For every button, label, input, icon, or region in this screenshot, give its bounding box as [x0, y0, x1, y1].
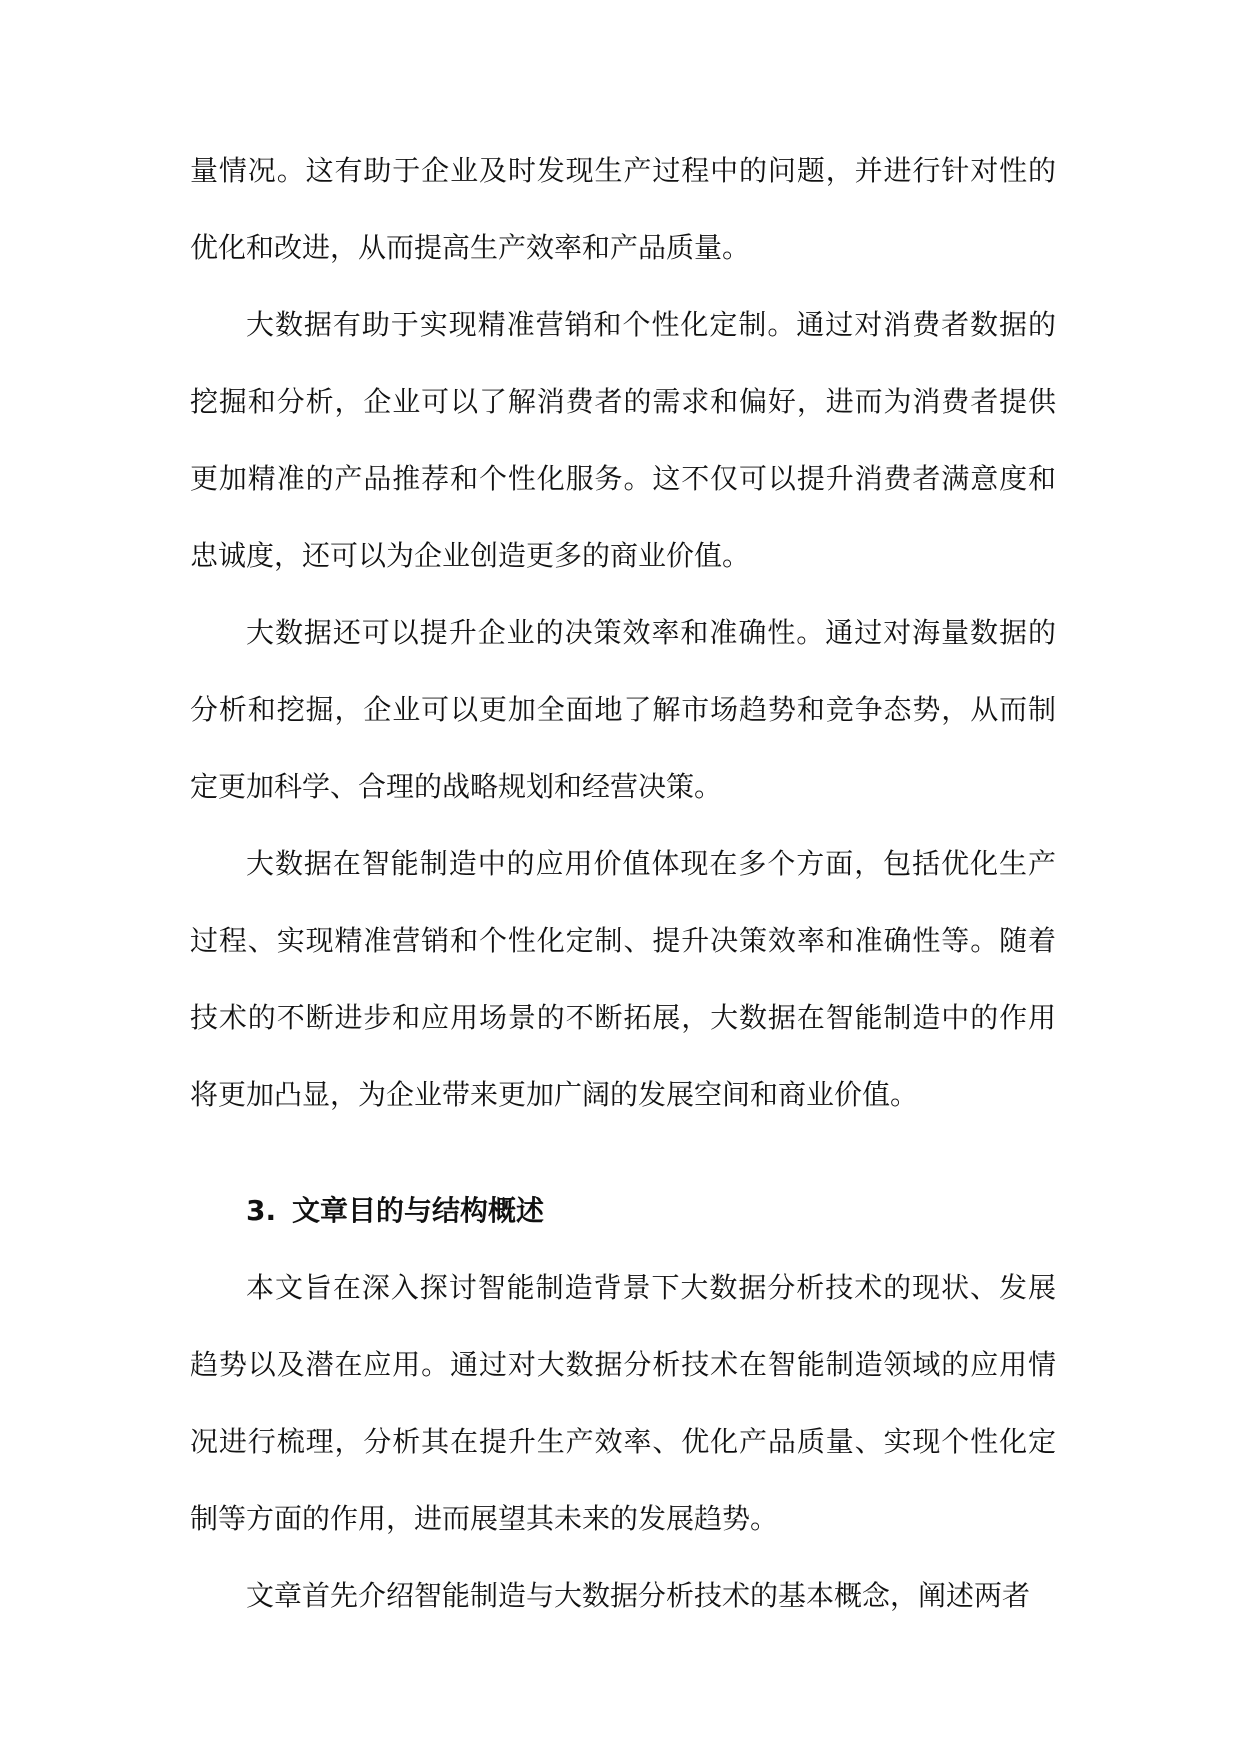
paragraph-precision-marketing: 大数据有助于实现精准营销和个性化定制。通过对消费者数据的挖掘和分析，企业可以了解消费者的需求和偏好，进而为消费者提供更加精准的产品推荐和个性化服务。这不仅可以提升消费者满意度和忠诚度，还可以为企业创造更多的商业价值。 — [190, 308, 1056, 572]
section-number: 3. — [246, 1194, 277, 1227]
section-heading — [190, 1172, 1056, 1249]
paragraph-article-purpose: 本文旨在深入探讨智能制造背景下大数据分析技术的现状、发展趋势以及潜在应用。通过对大数据分析技术在智能制造领域的应用情况进行梳理，分析其在提升生产效率、优化产品质量、实现个性化定制等方面的作用，进而展望其未来的发展趋势。 — [190, 1271, 1056, 1535]
paragraph-article-structure: 文章首先介绍智能制造与大数据分析技术的基本概念，阐述两者 — [246, 1579, 1031, 1612]
paragraph-application-value: 大数据在智能制造中的应用价值体现在多个方面，包括优化生产过程、实现精准营销和个性化定制、提升决策效率和准确性等。随着技术的不断进步和应用场景的不断拓展，大数据在智能制造中的作用将更加凸显，为企业带来更加广阔的发展空间和商业价值。 — [190, 847, 1056, 1111]
section-title: 文章目的与结构概述 — [292, 1194, 545, 1227]
paragraph-decision-efficiency: 大数据还可以提升企业的决策效率和准确性。通过对海量数据的分析和挖掘，企业可以更加全面地了解市场趋势和竞争态势，从而制定更加科学、合理的战略规划和经营决策。 — [190, 616, 1056, 803]
paragraph-continued: 量情况。这有助于企业及时发现生产过程中的问题，并进行针对性的优化和改进，从而提高生产效率和产品质量。 — [190, 154, 1056, 264]
document-body — [190, 132, 1056, 1634]
